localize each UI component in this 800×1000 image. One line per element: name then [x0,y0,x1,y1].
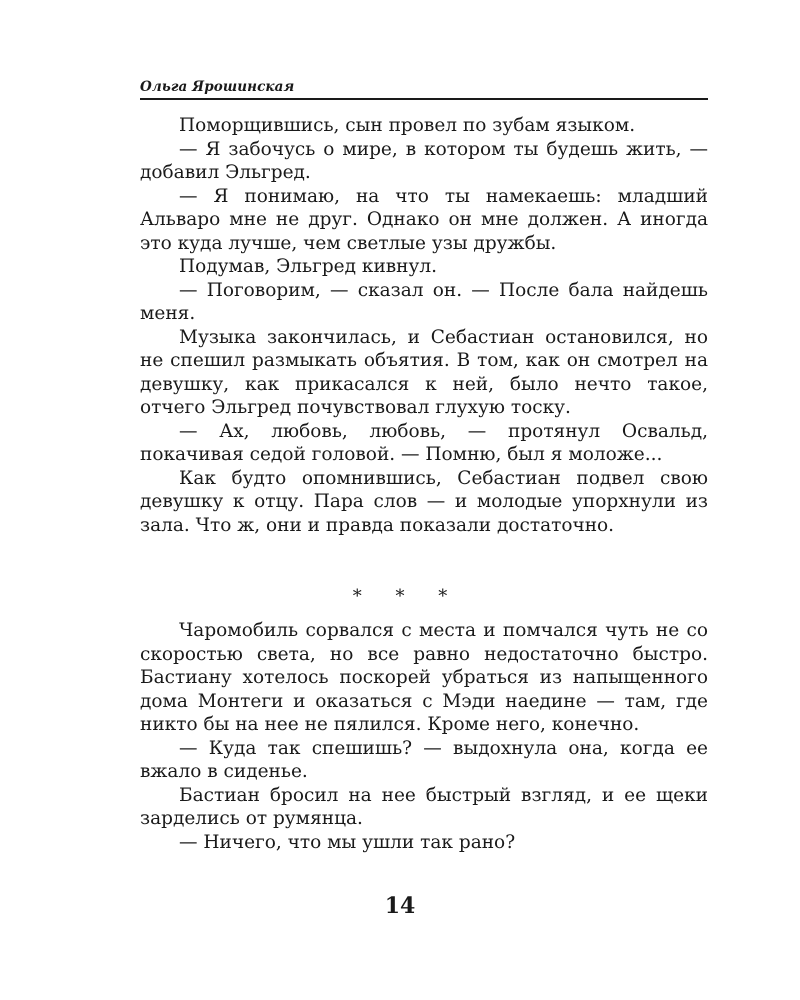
section-separator: * * * [352,586,462,607]
author-name: Ольга Ярошинская [140,79,295,95]
paragraph: Поморщившись, сын провел по зубам языком. [179,115,636,136]
text-block-2 [140,619,708,854]
paragraph: — Я понимаю, на что ты намекаешь: младший Альваро мне не друг. Однако он мне должен. А иногда это куда лучше, чем светлые узы дружбы. [140,185,708,254]
paragraph: Чаромобиль сорвался с места и помчался чуть не со скоростью света, но все равно недостаточно быстро. Бастиану хотелось поскорей убраться из напыщенного дома Монтеги и оказаться с Мэди наедине — там, где никто бы на нее не пялился. Кроме него, конечно. [140,620,708,735]
paragraph: — Я забочусь о мире, в котором ты будешь жить, — добавил Эльгред. [140,138,708,183]
paragraph: — Поговорим, — сказал он. — После бала найдешь меня. [140,279,708,324]
paragraph: Подумав, Эльгред кивнул. [179,256,438,277]
paragraph: — Куда так спешишь? — выдохнула она, когда ее вжало в сиденье. [140,737,708,782]
paragraph: Бастиан бросил на нее быстрый взгляд, и ее щеки зарделись от румянца. [140,784,708,829]
paragraph: Музыка закончилась, и Себастиан остановился, но не спешил размыкать объятия. В том, как он смотрел на девушку, как прикасался к ней, было нечто такое, отчего Эльгред почувствовал глухую тоску. [140,326,708,418]
running-header [140,80,708,100]
paragraph: Как будто опомнившись, Себастиан подвел свою девушку к отцу. Пара слов — и молодые упорхнули из зала. Что ж, они и правда показали достаточно. [140,467,708,536]
paragraph: — Ничего, что мы ушли так рано? [179,831,516,853]
paragraph: — Ах, любовь, любовь, — протянул Освальд, покачивая седой головой. — Помню, был я моложе... [140,420,708,465]
page-number: 14 [384,893,416,919]
text-block-1 [140,114,708,537]
